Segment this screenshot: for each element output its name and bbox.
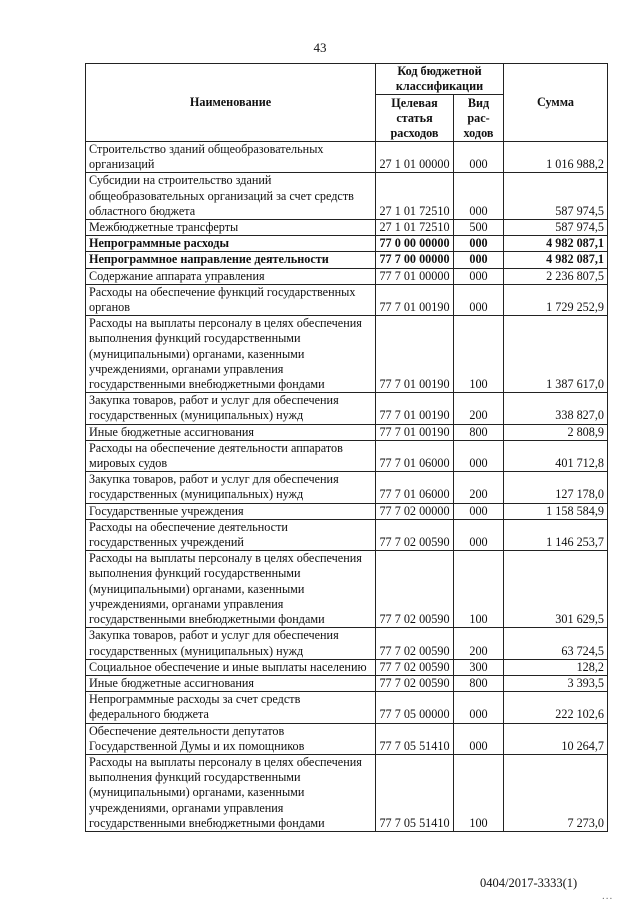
row-amount-cell: 127 178,0 (504, 472, 608, 503)
header-amount: Сумма (504, 64, 608, 142)
row-code-cell: 77 7 01 00000 (376, 268, 454, 284)
budget-table (85, 63, 608, 832)
row-name-cell: Содержание аппарата управления (86, 268, 376, 284)
row-name-cell: Иные бюджетные ассигнования (86, 424, 376, 440)
table-row (86, 236, 608, 252)
row-type-cell: 000 (454, 723, 504, 754)
table-row (86, 723, 608, 754)
row-code-cell: 77 0 00 00000 (376, 236, 454, 252)
row-amount-cell: 128,2 (504, 659, 608, 675)
table-row (86, 551, 608, 628)
row-code-cell: 77 7 01 00190 (376, 284, 454, 315)
row-name-cell: Государственные учреждения (86, 503, 376, 519)
row-amount-cell: 338 827,0 (504, 393, 608, 424)
row-name-cell: Социальное обеспечение и иные выплаты населению (86, 659, 376, 675)
row-amount-cell: 587 974,5 (504, 220, 608, 236)
row-amount-cell: 1 158 584,9 (504, 503, 608, 519)
row-type-cell: 000 (454, 284, 504, 315)
row-type-cell: 000 (454, 440, 504, 471)
row-amount-cell: 301 629,5 (504, 551, 608, 628)
row-code-cell: 77 7 01 00190 (376, 424, 454, 440)
row-code-cell: 77 7 02 00590 (376, 675, 454, 691)
table-row (86, 628, 608, 659)
table-row (86, 173, 608, 220)
row-type-cell: 000 (454, 173, 504, 220)
row-code-cell: 77 7 01 00190 (376, 316, 454, 393)
row-amount-cell: 401 712,8 (504, 440, 608, 471)
row-type-cell: 100 (454, 551, 504, 628)
row-type-cell: 000 (454, 252, 504, 268)
row-name-cell: Обеспечение деятельности депутатов Государственной Думы и их помощников (86, 723, 376, 754)
row-type-cell: 500 (454, 220, 504, 236)
row-code-cell: 77 7 05 00000 (376, 692, 454, 723)
row-name-cell: Непрограммные расходы за счет средств федерального бюджета (86, 692, 376, 723)
table-row (86, 503, 608, 519)
corner-mark: ... (602, 890, 614, 902)
row-amount-cell: 2 808,9 (504, 424, 608, 440)
row-name-cell: Непрограммные расходы (86, 236, 376, 252)
page-number: 43 (313, 40, 327, 55)
row-name-cell: Иные бюджетные ассигнования (86, 675, 376, 691)
table-body (86, 142, 608, 832)
row-type-cell: 800 (454, 675, 504, 691)
row-type-cell: 000 (454, 692, 504, 723)
row-amount-cell: 1 729 252,9 (504, 284, 608, 315)
row-name-cell: Непрограммное направление деятельности (86, 252, 376, 268)
table-row (86, 316, 608, 393)
header-expense-type: Вид рас-ходов (454, 95, 504, 142)
row-amount-cell: 10 264,7 (504, 723, 608, 754)
row-name-cell: Закупка товаров, работ и услуг для обеспечения государственных (муниципальных) нужд (86, 472, 376, 503)
table-row (86, 440, 608, 471)
row-amount-cell: 222 102,6 (504, 692, 608, 723)
row-code-cell: 77 7 01 00190 (376, 393, 454, 424)
table-row (86, 284, 608, 315)
row-amount-cell: 63 724,5 (504, 628, 608, 659)
row-type-cell: 300 (454, 659, 504, 675)
row-name-cell: Закупка товаров, работ и услуг для обеспечения государственных (муниципальных) нужд (86, 628, 376, 659)
table-row (86, 692, 608, 723)
row-type-cell: 000 (454, 236, 504, 252)
table-row (86, 268, 608, 284)
row-name-cell: Межбюджетные трансферты (86, 220, 376, 236)
row-code-cell: 77 7 01 06000 (376, 472, 454, 503)
row-type-cell: 000 (454, 142, 504, 173)
row-type-cell: 100 (454, 754, 504, 831)
row-amount-cell: 1 387 617,0 (504, 316, 608, 393)
table-row (86, 659, 608, 675)
row-code-cell: 77 7 01 06000 (376, 440, 454, 471)
row-amount-cell: 7 273,0 (504, 754, 608, 831)
table-row (86, 252, 608, 268)
table-row (86, 675, 608, 691)
table-row (86, 519, 608, 550)
row-name-cell: Закупка товаров, работ и услуг для обеспечения государственных (муниципальных) нужд (86, 393, 376, 424)
row-code-cell: 27 1 01 00000 (376, 142, 454, 173)
row-name-cell: Субсидии на строительство зданий общеобразовательных организаций за счет средств областного бюджета (86, 173, 376, 220)
table-row (86, 754, 608, 831)
row-name-cell: Расходы на выплаты персоналу в целях обеспечения выполнения функций государственными (муниципальными) органами, казенными учреждениями, органами управления государственными внебюджетными фондами (86, 316, 376, 393)
row-type-cell: 200 (454, 472, 504, 503)
row-amount-cell: 587 974,5 (504, 173, 608, 220)
row-type-cell: 200 (454, 393, 504, 424)
row-name-cell: Расходы на выплаты персоналу в целях обеспечения выполнения функций государственными (муниципальными) органами, казенными учреждениями, органами управления государственными внебюджетными фондами (86, 754, 376, 831)
header-budget-code: Код бюджетной классификации (376, 64, 504, 95)
row-code-cell: 77 7 00 00000 (376, 252, 454, 268)
row-code-cell: 77 7 05 51410 (376, 754, 454, 831)
row-amount-cell: 1 016 988,2 (504, 142, 608, 173)
row-name-cell: Расходы на обеспечение деятельности государственных учреждений (86, 519, 376, 550)
row-type-cell: 000 (454, 503, 504, 519)
row-amount-cell: 3 393,5 (504, 675, 608, 691)
row-code-cell: 77 7 02 00590 (376, 519, 454, 550)
row-name-cell: Расходы на выплаты персоналу в целях обеспечения выполнения функций государственными (муниципальными) органами, казенными учреждениями, органами управления государственными внебюджетными фондами (86, 551, 376, 628)
row-code-cell: 27 1 01 72510 (376, 220, 454, 236)
row-type-cell: 100 (454, 316, 504, 393)
row-name-cell: Расходы на обеспечение функций государственных органов (86, 284, 376, 315)
document-number: 0404/2017-3333(1) (480, 876, 578, 890)
row-type-cell: 000 (454, 268, 504, 284)
row-type-cell: 800 (454, 424, 504, 440)
row-amount-cell: 4 982 087,1 (504, 236, 608, 252)
row-amount-cell: 2 236 807,5 (504, 268, 608, 284)
row-code-cell: 77 7 02 00000 (376, 503, 454, 519)
row-name-cell: Строительство зданий общеобразовательных организаций (86, 142, 376, 173)
header-name: Наименование (86, 64, 376, 142)
table-row (86, 472, 608, 503)
row-code-cell: 77 7 02 00590 (376, 628, 454, 659)
row-code-cell: 77 7 02 00590 (376, 551, 454, 628)
header-target-item: Целевая статья расходов (376, 95, 454, 142)
row-code-cell: 77 7 02 00590 (376, 659, 454, 675)
row-code-cell: 27 1 01 72510 (376, 173, 454, 220)
table-row (86, 220, 608, 236)
row-code-cell: 77 7 05 51410 (376, 723, 454, 754)
table-row (86, 424, 608, 440)
row-amount-cell: 4 982 087,1 (504, 252, 608, 268)
row-type-cell: 200 (454, 628, 504, 659)
table-row (86, 393, 608, 424)
row-type-cell: 000 (454, 519, 504, 550)
row-name-cell: Расходы на обеспечение деятельности аппаратов мировых судов (86, 440, 376, 471)
table-row (86, 142, 608, 173)
row-amount-cell: 1 146 253,7 (504, 519, 608, 550)
